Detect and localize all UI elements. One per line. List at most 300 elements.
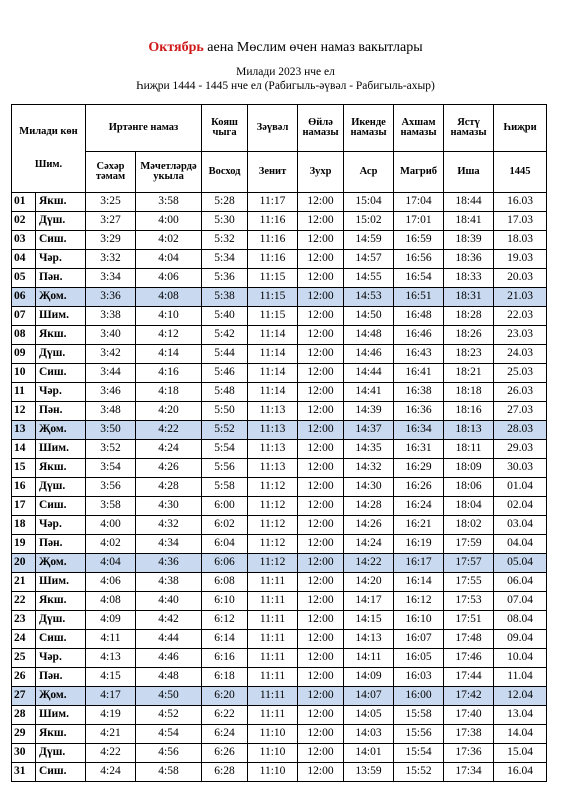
zenit-time: 11:13 <box>248 421 298 440</box>
table-row <box>12 744 547 763</box>
hijri-year: Һиҗри 1444 - 1445 нче ел (Рабигыль-әүвәл - Рабигыль-ахыр) <box>136 80 435 92</box>
mechet-time: 4:54 <box>136 725 202 744</box>
isha-time: 17:48 <box>444 630 494 649</box>
table-row <box>12 763 547 782</box>
hijri-date: 05.04 <box>494 554 547 573</box>
day-number: 24 <box>12 630 36 649</box>
zenit-time: 11:11 <box>248 592 298 611</box>
asr-time: 14:20 <box>344 573 394 592</box>
magrib-time: 16:03 <box>394 668 444 687</box>
day-number: 29 <box>12 725 36 744</box>
title-rest: аена Мөслим өчен намаз вакытлары <box>203 40 423 55</box>
zenit-time: 11:14 <box>248 345 298 364</box>
zenit-time: 11:12 <box>248 478 298 497</box>
voshod-time: 6:12 <box>202 611 248 630</box>
day-number: 08 <box>12 326 36 345</box>
voshod-time: 5:54 <box>202 440 248 459</box>
asr-time: 14:22 <box>344 554 394 573</box>
day-number: 12 <box>12 402 36 421</box>
isha-time: 18:36 <box>444 250 494 269</box>
weekday: Якш. <box>36 326 86 345</box>
hijri-date: 21.03 <box>494 288 547 307</box>
asr-time: 14:32 <box>344 459 394 478</box>
saher-time: 3:42 <box>86 345 136 364</box>
zenit-time: 11:15 <box>248 288 298 307</box>
asr-time: 14:48 <box>344 326 394 345</box>
mechet-time: 4:16 <box>136 364 202 383</box>
voshod-time: 6:04 <box>202 535 248 554</box>
zenit-time: 11:14 <box>248 364 298 383</box>
magrib-time: 15:58 <box>394 706 444 725</box>
zenit-time: 11:11 <box>248 668 298 687</box>
magrib-time: 16:19 <box>394 535 444 554</box>
weekday: Шим. <box>36 706 86 725</box>
asr-time: 13:59 <box>344 763 394 782</box>
zuhr-time: 12:00 <box>298 402 344 421</box>
day-number: 31 <box>12 763 36 782</box>
isha-time: 18:28 <box>444 307 494 326</box>
saher-time: 3:54 <box>86 459 136 478</box>
day-number: 04 <box>12 250 36 269</box>
magrib-time: 16:31 <box>394 440 444 459</box>
header-saher: Сәхәр тәмам <box>86 152 136 193</box>
zenit-time: 11:13 <box>248 402 298 421</box>
saher-time: 4:09 <box>86 611 136 630</box>
month-name: Октябрь <box>148 40 204 55</box>
hijri-date: 09.04 <box>494 630 547 649</box>
saher-time: 3:25 <box>86 193 136 212</box>
voshod-time: 6:16 <box>202 649 248 668</box>
saher-time: 4:22 <box>86 744 136 763</box>
saher-time: 4:02 <box>86 535 136 554</box>
table-row <box>12 725 547 744</box>
magrib-time: 16:43 <box>394 345 444 364</box>
zuhr-time: 12:00 <box>298 231 344 250</box>
header-miladi <box>12 105 86 193</box>
zenit-time: 11:11 <box>248 706 298 725</box>
zuhr-time: 12:00 <box>298 497 344 516</box>
mechet-time: 4:28 <box>136 478 202 497</box>
day-number: 23 <box>12 611 36 630</box>
zuhr-time: 12:00 <box>298 706 344 725</box>
header-hijri: Һиҗри <box>494 105 547 152</box>
zuhr-time: 12:00 <box>298 630 344 649</box>
zenit-time: 11:16 <box>248 212 298 231</box>
asr-time: 14:13 <box>344 630 394 649</box>
weekday: Дүш. <box>36 744 86 763</box>
header-asr: Аср <box>344 152 394 193</box>
header-mechet: Мәчетләрдә укыла <box>136 152 202 193</box>
table-row <box>12 497 547 516</box>
zuhr-time: 12:00 <box>298 763 344 782</box>
table-row <box>12 687 547 706</box>
header-koyash: Кояш чыга <box>202 105 248 152</box>
magrib-time: 16:56 <box>394 250 444 269</box>
saher-time: 3:46 <box>86 383 136 402</box>
weekday: Дүш. <box>36 212 86 231</box>
hijri-date: 25.03 <box>494 364 547 383</box>
saher-time: 3:52 <box>86 440 136 459</box>
voshod-time: 5:38 <box>202 288 248 307</box>
day-number: 05 <box>12 269 36 288</box>
header-oyle: Өйлә намазы <box>298 105 344 152</box>
isha-time: 17:46 <box>444 649 494 668</box>
zenit-time: 11:17 <box>248 193 298 212</box>
isha-time: 18:31 <box>444 288 494 307</box>
weekday: Чәр. <box>36 516 86 535</box>
table-row <box>12 592 547 611</box>
magrib-time: 16:17 <box>394 554 444 573</box>
zuhr-time: 12:00 <box>298 269 344 288</box>
voshod-time: 5:52 <box>202 421 248 440</box>
mechet-time: 4:34 <box>136 535 202 554</box>
zuhr-time: 12:00 <box>298 307 344 326</box>
day-number: 22 <box>12 592 36 611</box>
zuhr-time: 12:00 <box>298 725 344 744</box>
saher-time: 4:19 <box>86 706 136 725</box>
weekday: Җом. <box>36 288 86 307</box>
hijri-date: 23.03 <box>494 326 547 345</box>
voshod-time: 6:24 <box>202 725 248 744</box>
asr-time: 14:41 <box>344 383 394 402</box>
table-row <box>12 307 547 326</box>
header-ikende: Икенде намазы <box>344 105 394 152</box>
weekday: Шим. <box>36 307 86 326</box>
table-row <box>12 193 547 212</box>
isha-time: 17:38 <box>444 725 494 744</box>
zuhr-time: 12:00 <box>298 687 344 706</box>
asr-time: 14:57 <box>344 250 394 269</box>
header-irtenge: Иртәнге намаз <box>86 105 202 152</box>
saher-time: 4:24 <box>86 763 136 782</box>
zuhr-time: 12:00 <box>298 459 344 478</box>
mechet-time: 4:40 <box>136 592 202 611</box>
voshod-time: 6:28 <box>202 763 248 782</box>
saher-time: 3:58 <box>86 497 136 516</box>
weekday: Пән. <box>36 668 86 687</box>
table-row <box>12 706 547 725</box>
saher-time: 3:36 <box>86 288 136 307</box>
isha-time: 17:55 <box>444 573 494 592</box>
magrib-time: 16:41 <box>394 364 444 383</box>
asr-time: 14:03 <box>344 725 394 744</box>
zenit-time: 11:13 <box>248 440 298 459</box>
weekday: Сиш. <box>36 630 86 649</box>
weekday: Чәр. <box>36 383 86 402</box>
mechet-time: 4:12 <box>136 326 202 345</box>
table-row <box>12 364 547 383</box>
day-number: 27 <box>12 687 36 706</box>
saher-time: 4:21 <box>86 725 136 744</box>
voshod-time: 6:22 <box>202 706 248 725</box>
day-number: 07 <box>12 307 36 326</box>
zenit-time: 11:16 <box>248 231 298 250</box>
table-row <box>12 630 547 649</box>
day-number: 17 <box>12 497 36 516</box>
magrib-time: 16:38 <box>394 383 444 402</box>
table-row <box>12 383 547 402</box>
zuhr-time: 12:00 <box>298 250 344 269</box>
voshod-time: 6:26 <box>202 744 248 763</box>
table-row <box>12 421 547 440</box>
saher-time: 4:15 <box>86 668 136 687</box>
voshod-time: 5:36 <box>202 269 248 288</box>
mechet-time: 4:36 <box>136 554 202 573</box>
hijri-date: 01.04 <box>494 478 547 497</box>
saher-time: 3:34 <box>86 269 136 288</box>
magrib-time: 15:54 <box>394 744 444 763</box>
saher-time: 3:44 <box>86 364 136 383</box>
weekday: Якш. <box>36 193 86 212</box>
asr-time: 14:26 <box>344 516 394 535</box>
isha-time: 17:34 <box>444 763 494 782</box>
zenit-time: 11:11 <box>248 573 298 592</box>
asr-time: 14:28 <box>344 497 394 516</box>
table-row <box>12 649 547 668</box>
header-miladi-label: Милади көн <box>19 126 78 137</box>
voshod-time: 5:44 <box>202 345 248 364</box>
day-number: 14 <box>12 440 36 459</box>
table-row <box>12 326 547 345</box>
saher-time: 3:32 <box>86 250 136 269</box>
day-number: 18 <box>12 516 36 535</box>
magrib-time: 16:21 <box>394 516 444 535</box>
magrib-time: 16:46 <box>394 326 444 345</box>
asr-time: 14:44 <box>344 364 394 383</box>
asr-time: 14:01 <box>344 744 394 763</box>
magrib-time: 16:00 <box>394 687 444 706</box>
asr-time: 14:46 <box>344 345 394 364</box>
weekday: Якш. <box>36 725 86 744</box>
header-voshod: Восход <box>202 152 248 193</box>
header-yastu: Ястү намазы <box>444 105 494 152</box>
magrib-time: 16:34 <box>394 421 444 440</box>
voshod-time: 5:56 <box>202 459 248 478</box>
voshod-time: 5:32 <box>202 231 248 250</box>
magrib-time: 17:04 <box>394 193 444 212</box>
magrib-time: 16:54 <box>394 269 444 288</box>
voshod-time: 5:40 <box>202 307 248 326</box>
day-number: 02 <box>12 212 36 231</box>
prayer-times-table <box>11 104 547 782</box>
mechet-time: 4:42 <box>136 611 202 630</box>
weekday: Чәр. <box>36 649 86 668</box>
isha-time: 17:40 <box>444 706 494 725</box>
zuhr-time: 12:00 <box>298 364 344 383</box>
voshod-time: 6:20 <box>202 687 248 706</box>
zuhr-time: 12:00 <box>298 421 344 440</box>
zuhr-time: 12:00 <box>298 288 344 307</box>
asr-time: 15:02 <box>344 212 394 231</box>
header-isha: Иша <box>444 152 494 193</box>
voshod-time: 6:02 <box>202 516 248 535</box>
asr-time: 14:24 <box>344 535 394 554</box>
weekday: Җом. <box>36 687 86 706</box>
saher-time: 4:06 <box>86 573 136 592</box>
saher-time: 3:29 <box>86 231 136 250</box>
zenit-time: 11:11 <box>248 687 298 706</box>
saher-time: 4:17 <box>86 687 136 706</box>
weekday: Пән. <box>36 269 86 288</box>
mechet-time: 4:00 <box>136 212 202 231</box>
mechet-time: 4:46 <box>136 649 202 668</box>
weekday: Дүш. <box>36 478 86 497</box>
hijri-date: 28.03 <box>494 421 547 440</box>
mechet-time: 4:26 <box>136 459 202 478</box>
saher-time: 4:11 <box>86 630 136 649</box>
hijri-date: 22.03 <box>494 307 547 326</box>
zenit-time: 11:14 <box>248 383 298 402</box>
voshod-time: 6:10 <box>202 592 248 611</box>
zuhr-time: 12:00 <box>298 611 344 630</box>
magrib-time: 16:26 <box>394 478 444 497</box>
mechet-time: 4:38 <box>136 573 202 592</box>
magrib-time: 16:48 <box>394 307 444 326</box>
mechet-time: 4:10 <box>136 307 202 326</box>
zuhr-time: 12:00 <box>298 212 344 231</box>
voshod-time: 5:50 <box>202 402 248 421</box>
header-day-short: Шим. <box>34 158 63 170</box>
zuhr-time: 12:00 <box>298 326 344 345</box>
isha-time: 18:44 <box>444 193 494 212</box>
zenit-time: 11:14 <box>248 326 298 345</box>
asr-time: 14:17 <box>344 592 394 611</box>
day-number: 26 <box>12 668 36 687</box>
day-number: 30 <box>12 744 36 763</box>
hijri-date: 06.04 <box>494 573 547 592</box>
asr-time: 14:37 <box>344 421 394 440</box>
hijri-date: 19.03 <box>494 250 547 269</box>
asr-time: 14:09 <box>344 668 394 687</box>
saher-time: 3:56 <box>86 478 136 497</box>
magrib-time: 16:29 <box>394 459 444 478</box>
voshod-time: 5:34 <box>202 250 248 269</box>
day-number: 10 <box>12 364 36 383</box>
header-zenit: Зенит <box>248 152 298 193</box>
zuhr-time: 12:00 <box>298 193 344 212</box>
zenit-time: 11:10 <box>248 763 298 782</box>
hijri-date: 14.04 <box>494 725 547 744</box>
weekday: Якш. <box>36 459 86 478</box>
zenit-time: 11:12 <box>248 554 298 573</box>
zenit-time: 11:15 <box>248 269 298 288</box>
zenit-time: 11:12 <box>248 535 298 554</box>
table-row <box>12 535 547 554</box>
asr-time: 14:30 <box>344 478 394 497</box>
isha-time: 17:42 <box>444 687 494 706</box>
day-number: 09 <box>12 345 36 364</box>
weekday: Пән. <box>36 402 86 421</box>
saher-time: 3:50 <box>86 421 136 440</box>
magrib-time: 16:51 <box>394 288 444 307</box>
header-zuhr: Зухр <box>298 152 344 193</box>
saher-time: 4:00 <box>86 516 136 535</box>
hijri-date: 29.03 <box>494 440 547 459</box>
table-row <box>12 440 547 459</box>
weekday: Дүш. <box>36 611 86 630</box>
isha-time: 18:13 <box>444 421 494 440</box>
header-hijri-year: 1445 <box>494 152 547 193</box>
saher-time: 4:13 <box>86 649 136 668</box>
day-number: 25 <box>12 649 36 668</box>
isha-time: 18:26 <box>444 326 494 345</box>
saher-time: 3:38 <box>86 307 136 326</box>
isha-time: 18:04 <box>444 497 494 516</box>
hijri-date: 07.04 <box>494 592 547 611</box>
voshod-time: 5:28 <box>202 193 248 212</box>
weekday: Дүш. <box>36 345 86 364</box>
hijri-date: 12.04 <box>494 687 547 706</box>
zuhr-time: 12:00 <box>298 554 344 573</box>
isha-time: 18:41 <box>444 212 494 231</box>
voshod-time: 6:14 <box>202 630 248 649</box>
saher-time: 3:48 <box>86 402 136 421</box>
hijri-date: 15.04 <box>494 744 547 763</box>
voshod-time: 6:00 <box>202 497 248 516</box>
isha-time: 18:09 <box>444 459 494 478</box>
table-row <box>12 231 547 250</box>
asr-time: 14:53 <box>344 288 394 307</box>
magrib-time: 16:24 <box>394 497 444 516</box>
mechet-time: 4:50 <box>136 687 202 706</box>
weekday: Җом. <box>36 554 86 573</box>
mechet-time: 4:18 <box>136 383 202 402</box>
isha-time: 17:36 <box>444 744 494 763</box>
isha-time: 17:57 <box>444 554 494 573</box>
mechet-time: 4:58 <box>136 763 202 782</box>
zuhr-time: 12:00 <box>298 573 344 592</box>
isha-time: 18:16 <box>444 402 494 421</box>
zenit-time: 11:11 <box>248 649 298 668</box>
isha-time: 18:23 <box>444 345 494 364</box>
mechet-time: 4:22 <box>136 421 202 440</box>
day-number: 13 <box>12 421 36 440</box>
hijri-date: 30.03 <box>494 459 547 478</box>
weekday: Сиш. <box>36 497 86 516</box>
magrib-time: 15:56 <box>394 725 444 744</box>
zuhr-time: 12:00 <box>298 649 344 668</box>
day-number: 03 <box>12 231 36 250</box>
weekday: Сиш. <box>36 364 86 383</box>
magrib-time: 16:59 <box>394 231 444 250</box>
hijri-date: 17.03 <box>494 212 547 231</box>
asr-time: 14:55 <box>344 269 394 288</box>
saher-time: 3:40 <box>86 326 136 345</box>
weekday: Җом. <box>36 421 86 440</box>
asr-time: 14:50 <box>344 307 394 326</box>
mechet-time: 4:06 <box>136 269 202 288</box>
hijri-date: 16.03 <box>494 193 547 212</box>
header-ahsham: Ахшам намазы <box>394 105 444 152</box>
hijri-date: 02.04 <box>494 497 547 516</box>
zenit-time: 11:11 <box>248 611 298 630</box>
asr-time: 14:59 <box>344 231 394 250</box>
weekday: Чәр. <box>36 250 86 269</box>
mechet-time: 4:08 <box>136 288 202 307</box>
voshod-time: 6:06 <box>202 554 248 573</box>
hijri-date: 13.04 <box>494 706 547 725</box>
zuhr-time: 12:00 <box>298 478 344 497</box>
hijri-date: 10.04 <box>494 649 547 668</box>
day-number: 19 <box>12 535 36 554</box>
zenit-time: 11:11 <box>248 630 298 649</box>
asr-time: 15:04 <box>344 193 394 212</box>
isha-time: 18:39 <box>444 231 494 250</box>
asr-time: 14:11 <box>344 649 394 668</box>
day-number: 15 <box>12 459 36 478</box>
day-number: 21 <box>12 573 36 592</box>
header-zawal: Зәүвәл <box>248 105 298 152</box>
